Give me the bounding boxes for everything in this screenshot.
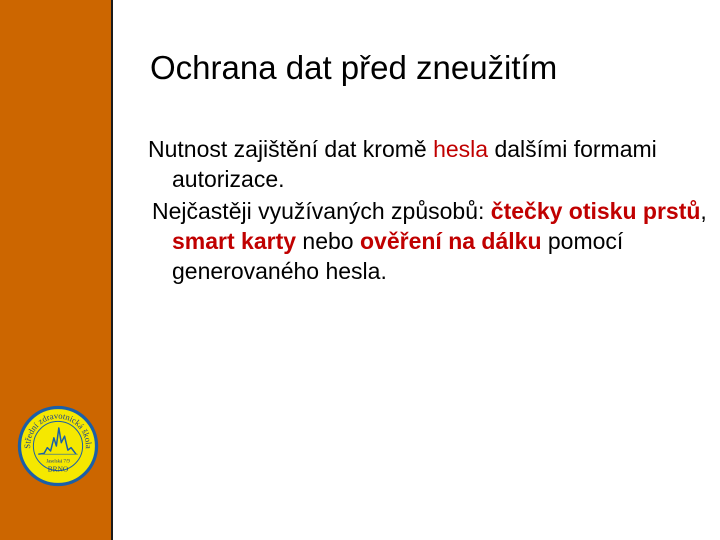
paragraph-2-text-4: pomocí generovaného hesla. (172, 228, 624, 284)
paragraph-2 (148, 196, 708, 286)
highlight-fingerprint-readers: čtečky otisku prstů (490, 198, 701, 224)
paragraph-1-text-2: dalšími formami autorizace. (172, 136, 657, 192)
paragraph-2-text-2: , (700, 198, 707, 224)
slide-title: Ochrana dat před zneužitím (150, 49, 558, 86)
slide-body (148, 134, 708, 286)
logo-city: BRNO (47, 464, 69, 474)
paragraph-2-text-3: nebo (296, 228, 360, 254)
highlight-hesla: hesla (433, 136, 489, 162)
highlight-smart-cards: smart karty (172, 228, 297, 254)
paragraph-2-text-1: Nejčastěji využívaných způsobů: (152, 198, 491, 224)
paragraph-1 (148, 134, 708, 194)
highlight-remote-verification: ověření na dálku (359, 228, 542, 254)
logo-ring-text: Střední zdravotnická škola (22, 410, 94, 449)
school-seal-icon (17, 405, 99, 487)
paragraph-1-text-1: Nutnost zajištění dat kromě (148, 136, 434, 162)
logo-address: Jaselská 7/9 (46, 459, 70, 465)
